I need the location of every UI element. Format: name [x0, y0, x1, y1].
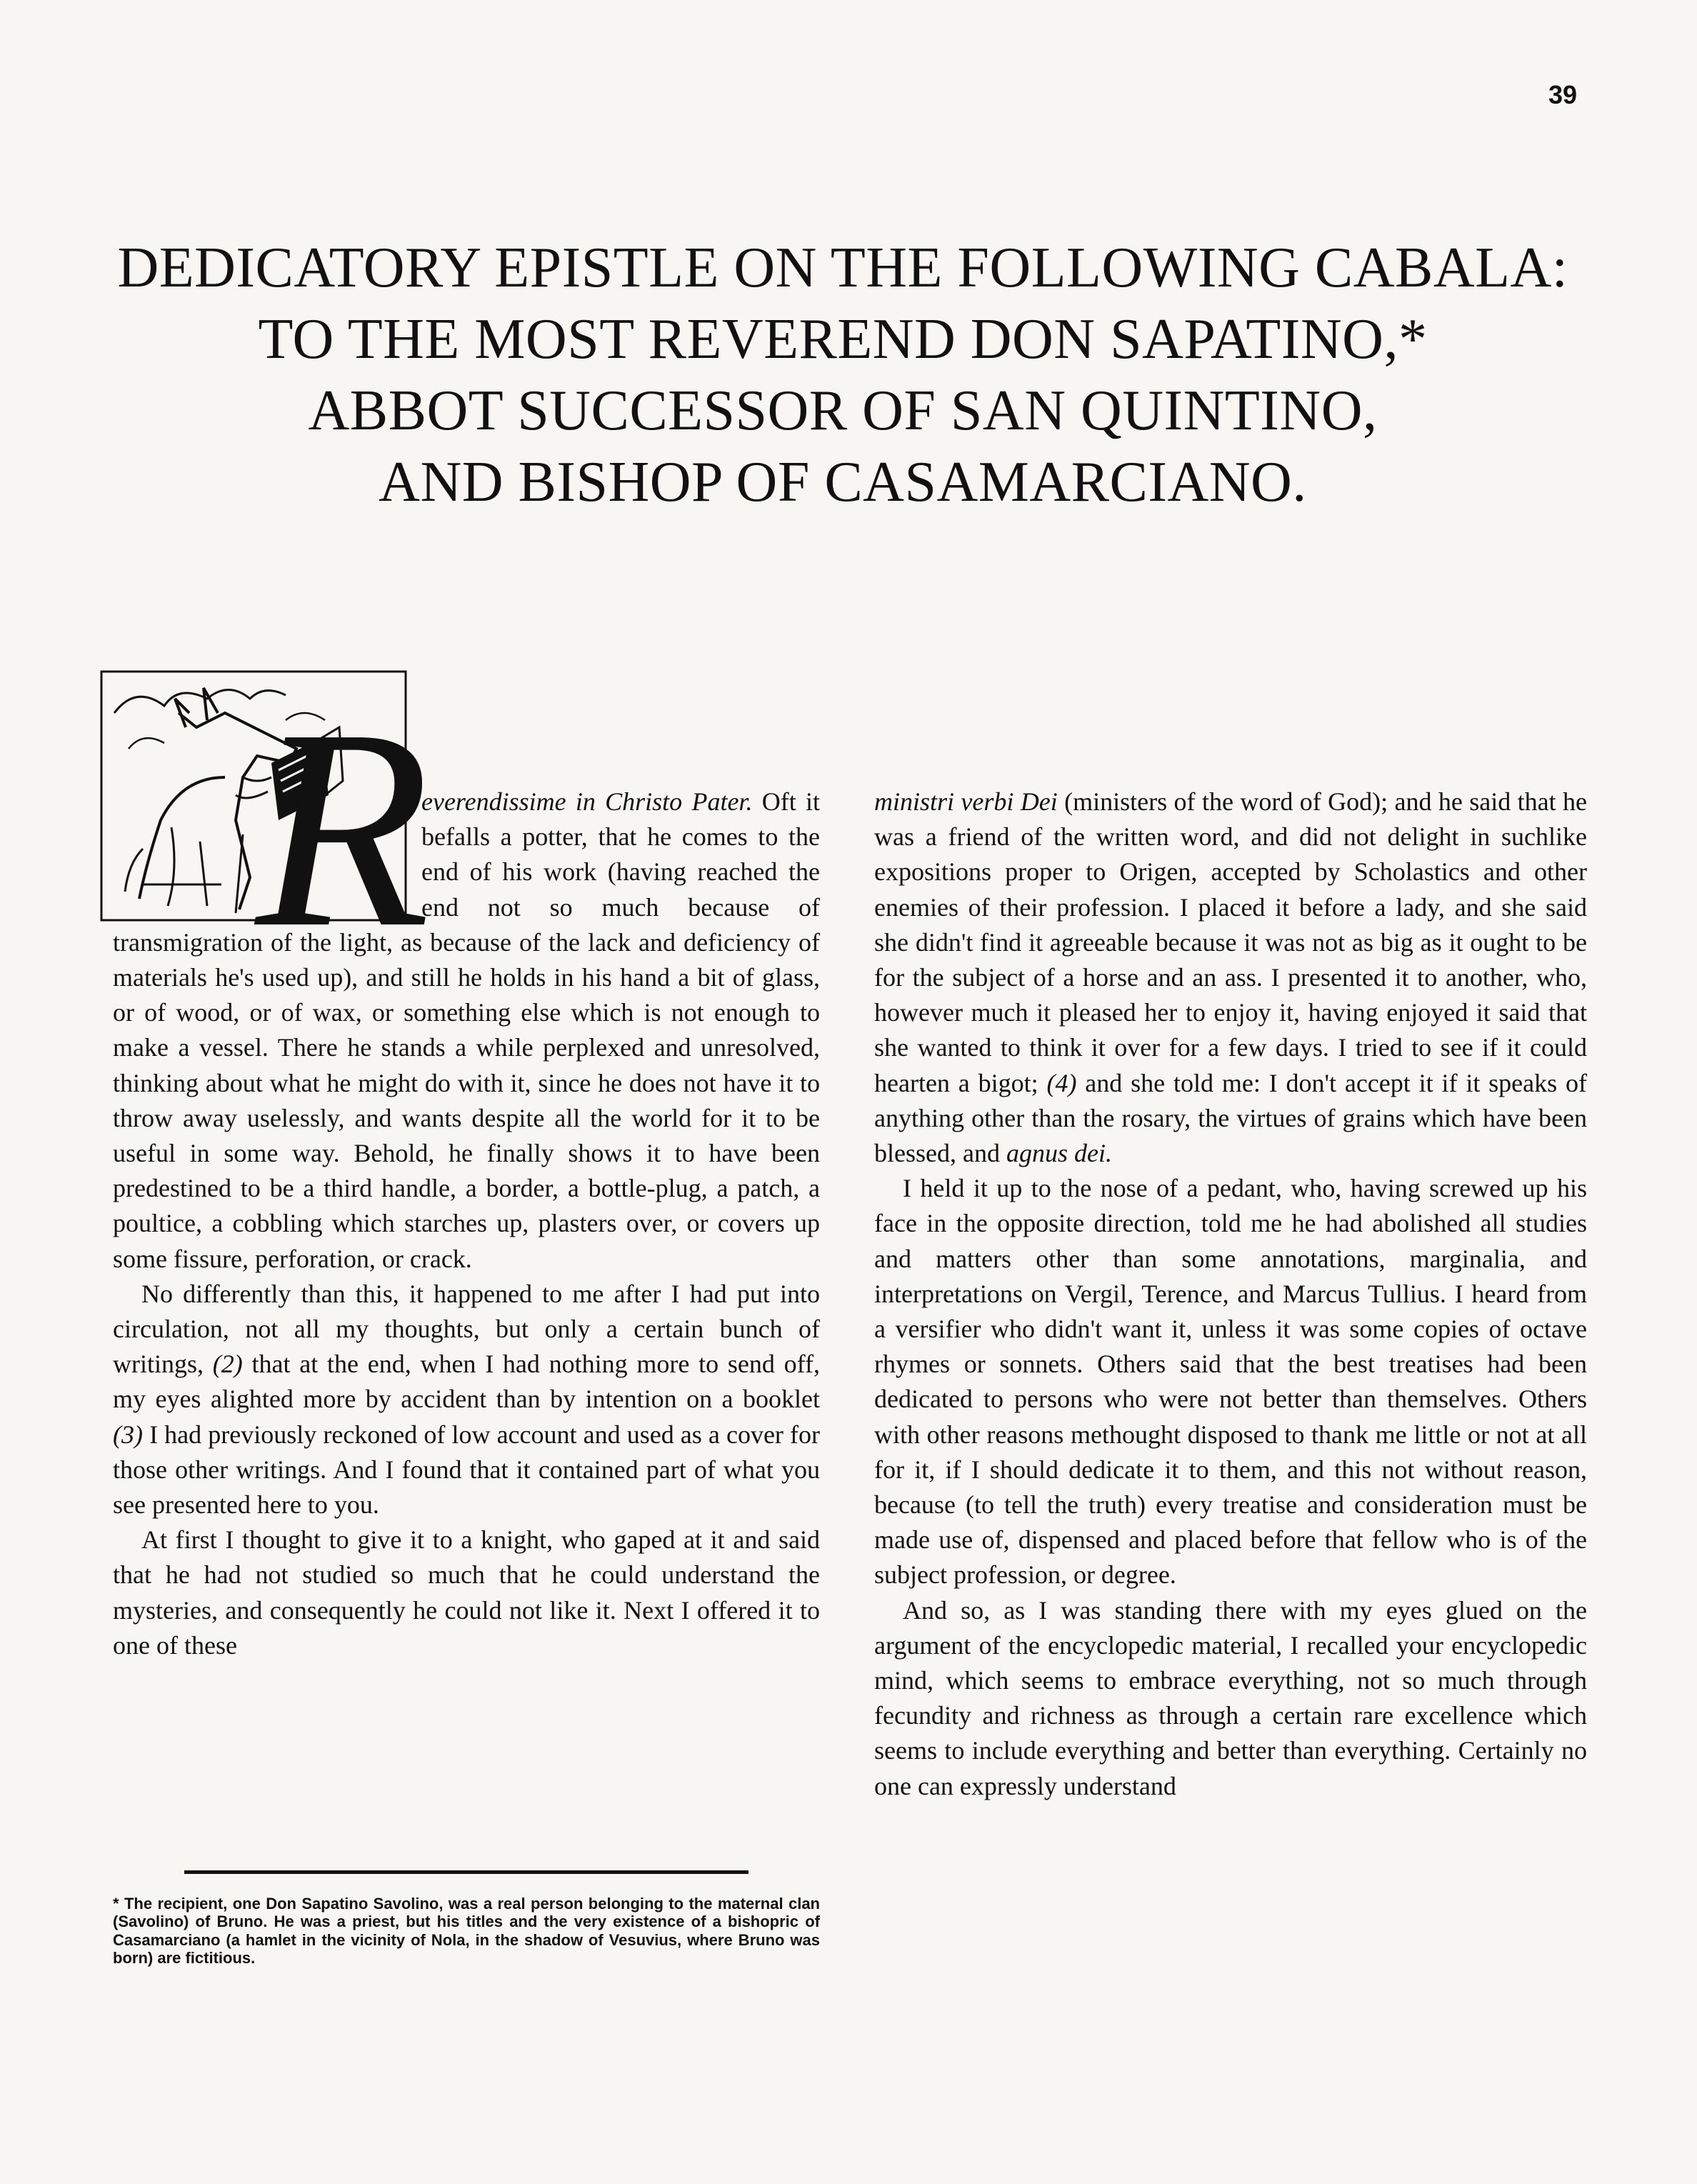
right-paragraph-1 — [874, 784, 1587, 1171]
latin-phrase: ministri verbi Dei — [874, 787, 1058, 816]
note-ref-4: (4) — [1046, 1068, 1077, 1097]
right-paragraph-1-text-a: (ministers of the word of God); and he said that he was a friend of the written word, and did not delight in suchlike expositions proper to Origen, accepted by Scholastics and other enemies of their profession. I placed it before a lady, and she said she didn't find it agreeable because it was not as big as it ought to be for the subject of a horse and an ass. I presented it to another, who, however much it pleased her to enjoy it, having enjoyed it said that she wanted to think it over for a few days. I tried to see if it could hearten a bigot; — [874, 787, 1587, 1097]
note-ref-2: (2) — [212, 1350, 243, 1379]
page-title — [114, 232, 1571, 518]
latin-salutation: everendissime in Christo Pater. — [421, 787, 753, 816]
drop-cap — [100, 670, 431, 987]
footnote: * The recipient, one Don Sapatino Savolino, was a real person belonging to the maternal clan (Savolino) of Bruno. He was a priest, but his titles and the very existence of a bishopric of Casamarciano (a hamlet in the vicinity of Nola, in the shadow of Vesuvius, where Bruno was born) are fictitious. — [113, 1895, 820, 1967]
latin-agnus-dei: agnus dei. — [1006, 1139, 1112, 1168]
footnote-divider — [184, 1870, 749, 1874]
left-paragraph-2-text-c: I had previously reckoned of low account and used as a cover for those other writings. And I found that it contained part of what you see presented here to you. — [113, 1420, 820, 1520]
left-paragraph-2 — [113, 1277, 820, 1522]
right-paragraph-3: And so, as I was standing there with my eyes glued on the argument of the encyclopedic material, I recalled your encyclopedic mind, which seems to embrace everything, not so much through fecundity and richness as through a certain rare excellence which seems to include everything and better than everything. Certainly no one can expressly understand — [874, 1595, 1587, 1800]
right-paragraph-1-text-b: and she told me: I don't accept it if it speaks of anything other than the rosary, the virtues of grains which have been blessed, and — [874, 1068, 1587, 1168]
left-paragraph-2-text-a: No differently than this, it happened to me after I had put into circulation, not all my thoughts, but only a certain bunch of writings, — [113, 1279, 820, 1379]
title-line-4: AND BISHOP OF CASAMARCIANO. — [379, 451, 1307, 514]
title-line-3: ABBOT SUCCESSOR OF SAN QUINTINO, — [308, 379, 1378, 442]
page-number: 39 — [1548, 80, 1578, 109]
note-ref-3: (3) — [113, 1420, 143, 1449]
left-paragraph-1-text: Oft it befalls a potter, that he comes to the end of his work (having reached the end not so much because of transmigration of the light, as because of the lack and deficiency of materials he's used up), and still he holds in his hand a bit of glass, or of wood, or of wax, or something else which is not enough to make a vessel. There he stands a while perplexed and unresolved, thinking about what he might do with it, since he does not have it to throw away uselessly, and wants despite all the world for it to be useful in some way. Behold, he finally shows it to have been predestined to be a third handle, a border, a bottle-plug, a patch, a poultice, a cobbling which starches up, plasters over, or covers up some fissure, perforation, or crack. — [113, 787, 820, 1273]
left-paragraph-2-text-b: that at the end, when I had nothing more to send off, my eyes alighted more by accident than by intention on a booklet — [113, 1350, 820, 1414]
drop-cap-letter: R — [256, 670, 431, 987]
left-paragraph-3: At first I thought to give it to a knight, who gaped at it and said that he had not studied so much that he could understand the mysteries, and consequently he could not like it. Next I offered it to one of these — [113, 1525, 820, 1660]
title-line-2: TO THE MOST REVEREND DON SAPATINO,* — [258, 308, 1428, 371]
left-column — [113, 670, 820, 1663]
right-column — [874, 784, 1587, 1804]
title-line-1: DEDICATORY EPISTLE ON THE FOLLOWING CABALA: — [117, 236, 1568, 299]
right-paragraph-2: I held it up to the nose of a pedant, who, having screwed up his face in the opposite direction, told me he had abolished all studies and matters other than some annotations, marginalia, and interpretations on Vergil, Terence, and Marcus Tullius. I heard from a versifier who didn't want it, unless it was some copies of octave rhymes or sonnets. Others said that the best treatises had been dedicated to persons who were not better than themselves. Others with other reasons methought disposed to thank me little or not at all for it, if I should dedicate it to them, and this not without reason, because (to tell the truth) every treatise and consideration must be made use of, dispensed and placed before that fellow who is of the subject profession, or degree. — [874, 1174, 1587, 1590]
